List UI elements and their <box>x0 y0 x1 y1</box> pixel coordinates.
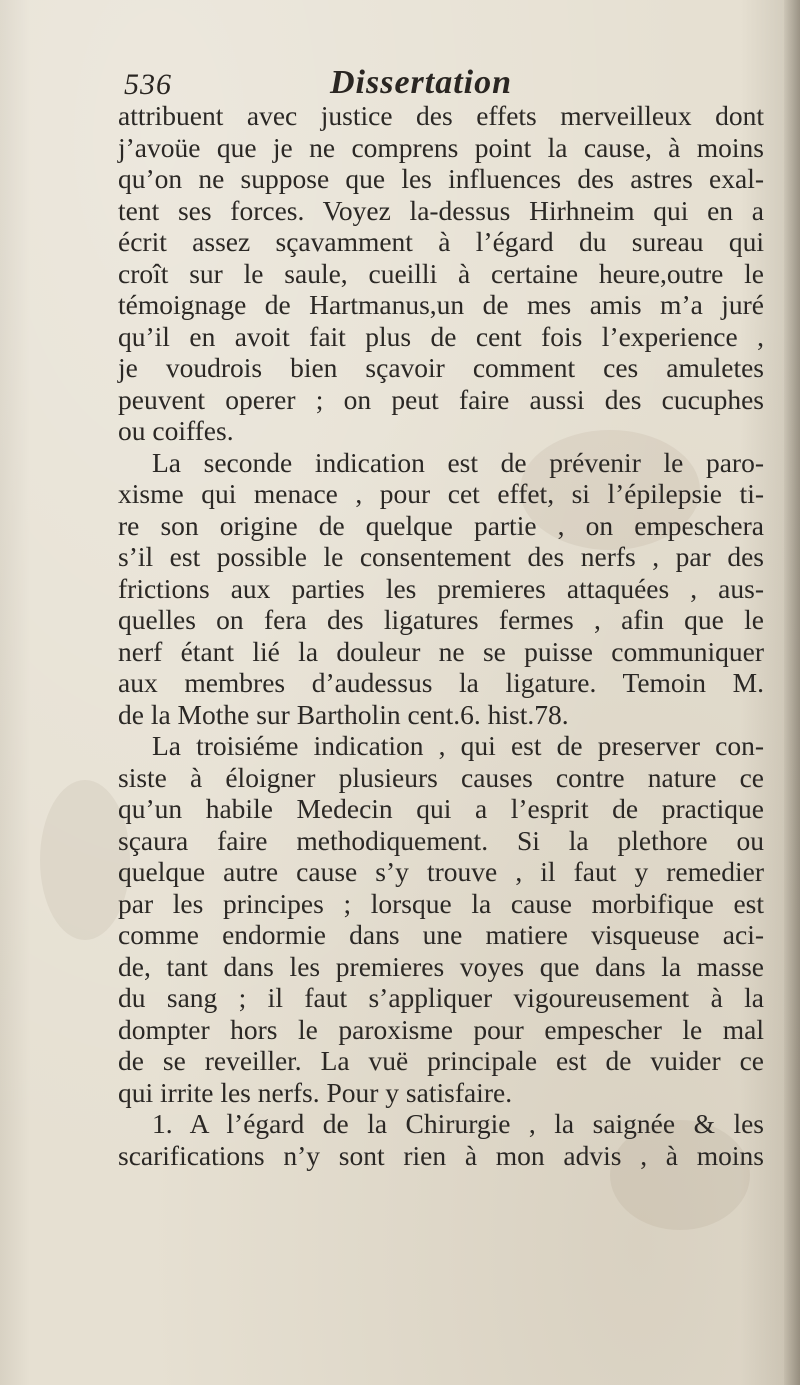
text-line: quelles on fera des ligatures fermes , afin que le <box>118 604 764 635</box>
page-edge-shadow <box>784 0 800 1385</box>
text-line: qui irrite les nerfs. Pour y satisfaire. <box>118 1076 513 1108</box>
text-line: frictions aux parties les premieres attaquées , aus- <box>118 572 764 604</box>
text-line: qu’un habile Medecin qui a l’esprit de practique <box>118 793 764 824</box>
text-line: écrit assez sçavamment à l’égard du sureau qui <box>118 226 764 257</box>
text-line: je voudrois bien sçavoir comment ces amuletes <box>118 352 764 383</box>
text-line: de, tant dans les premieres voyes que dans la masse <box>118 950 764 982</box>
running-title: Dissertation <box>330 64 513 101</box>
paragraph-start-line: La troisiéme indication , qui est de preserver con- <box>152 730 764 761</box>
text-line: de se reveiller. La vuë principale est de vuider ce <box>118 1045 764 1076</box>
text-line: quelque autre cause s’y trouve , il faut y remedier <box>118 856 764 887</box>
text-line: de la Mothe sur Bartholin cent.6. hist.78. <box>118 698 569 730</box>
text-line: aux membres d’audessus la ligature. Temoin M. <box>118 667 764 698</box>
text-line: croît sur le saule, cueilli à certaine heure,outre le <box>118 257 764 289</box>
text-line: par les principes ; lorsque la cause morbifique est <box>118 887 764 919</box>
text-line: tent ses forces. Voyez la-dessus Hirhneim qui en a <box>118 194 764 226</box>
body-text <box>118 100 764 1171</box>
text-line: dompter hors le paroxisme pour empescher le mal <box>118 1013 764 1045</box>
text-line: comme endormie dans une matiere visqueuse aci- <box>118 919 764 950</box>
paper-stain <box>40 780 130 940</box>
text-line: nerf étant lié la douleur ne se puisse communiquer <box>118 635 764 667</box>
text-line: s’il est possible le consentement des nerfs , par des <box>118 541 764 572</box>
text-line: du sang ; il faut s’appliquer vigoureusement à la <box>118 982 764 1013</box>
paragraph-start-line: La seconde indication est de prévenir le paro- <box>152 446 764 478</box>
text-line: ou coiffes. <box>118 415 234 446</box>
text-line: siste à éloigner plusieurs causes contre nature ce <box>118 761 764 793</box>
text-line: j’avoüe que je ne comprens point la cause, à moins <box>118 131 764 163</box>
text-line: scarifications n’y sont rien à mon advis , à moins <box>118 1139 764 1171</box>
text-line: xisme qui menace , pour cet effet, si l’épilepsie ti- <box>118 478 764 509</box>
paragraph-start-line: 1. A l’égard de la Chirurgie , la saignée & les <box>152 1108 764 1139</box>
text-line: re son origine de quelque partie , on empeschera <box>118 509 764 541</box>
text-line: attribuent avec justice des effets merveilleux dont <box>118 100 764 131</box>
page-number: 536 <box>124 68 172 101</box>
text-line: qu’on ne suppose que les influences des astres exal- <box>118 163 764 194</box>
text-line: qu’il en avoit fait plus de cent fois l’experience , <box>118 320 764 352</box>
text-line: témoignage de Hartmanus,un de mes amis m’a juré <box>118 289 764 320</box>
text-line: sçaura faire methodiquement. Si la plethore ou <box>118 824 764 856</box>
text-line: peuvent operer ; on peut faire aussi des cucuphes <box>118 383 764 415</box>
